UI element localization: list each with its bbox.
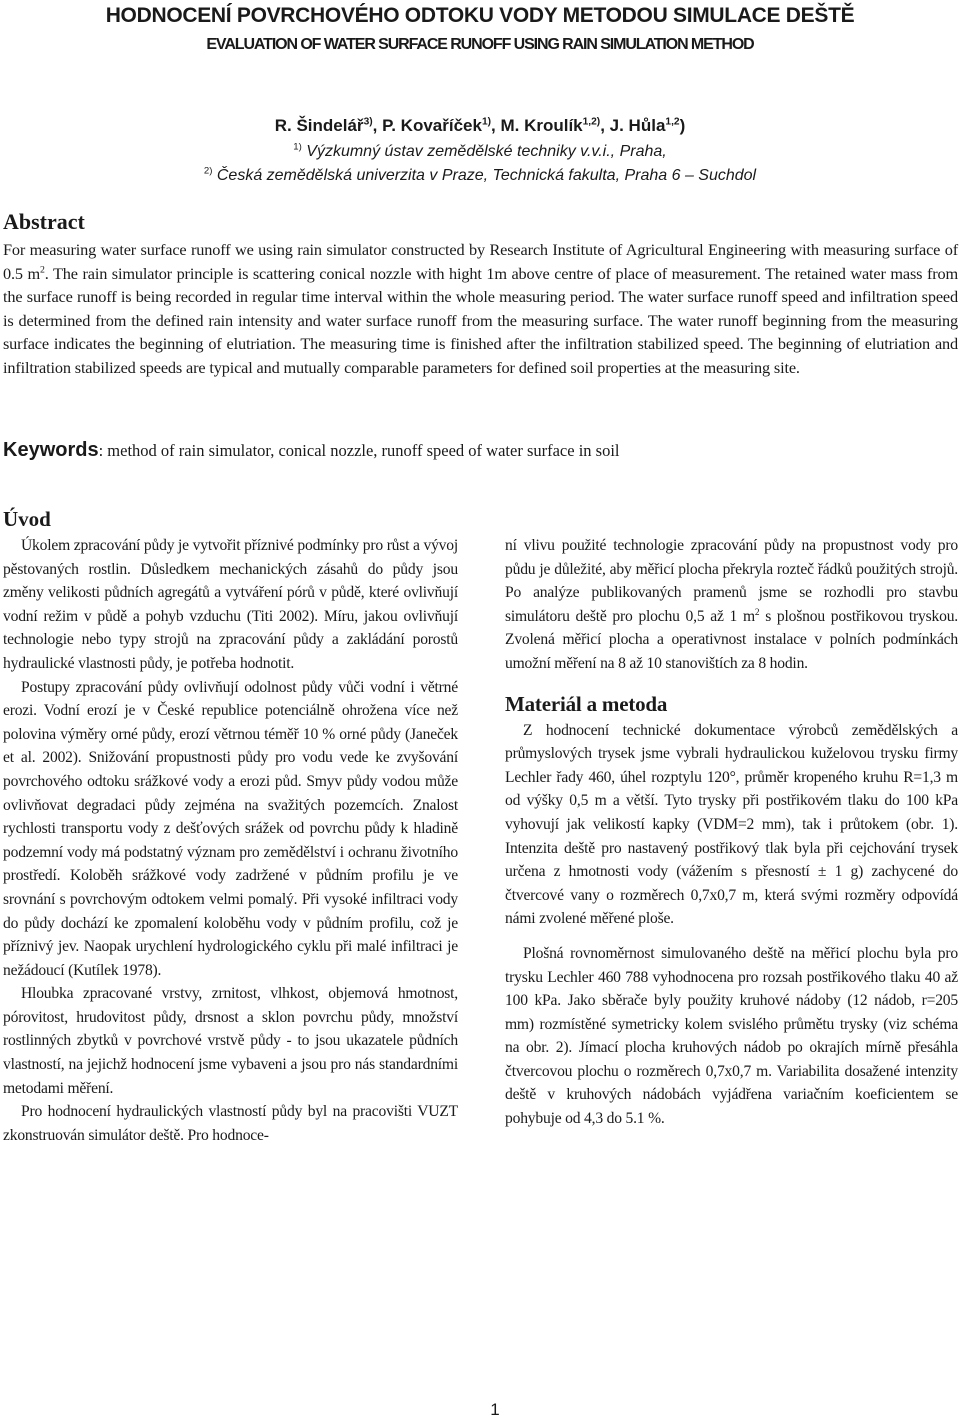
abstract-body xyxy=(3,238,958,379)
paragraph-text: ní vlivu použité technologie zpracování půdy na propustnost vody pro půdu je důležité, aby měřicí plocha překryla rozteč řádků použitých strojů. Po analýze publikovaných pramenů jsme se rozhodli pro stavbu simulátoru deště pro plochu 0,5 až 1 m xyxy=(505,537,958,625)
author-separator: , xyxy=(372,116,383,135)
affiliation-text: Výzkumný ústav zemědělské techniky v.v.i., Praha, xyxy=(306,143,667,160)
affiliation-marker: 2) xyxy=(203,165,213,177)
paragraph-superscript: 2 xyxy=(754,607,760,618)
abstract-text: For measuring water surface runoff we using rain simulator constructed by Research Institute of Agricultural Engineering with measuring surface of 0.5 m xyxy=(3,240,958,283)
abstract-heading: Abstract xyxy=(3,209,85,234)
title-english: EVALUATION OF WATER SURFACE RUNOFF USING RAIN SIMULATION METHOD xyxy=(206,36,754,53)
paragraph: Z hodnocení technické dokumentace výrobců zemědělských a průmyslových trysek jsme vybrali hydraulickou kuželovou trysku firmy Lechler řady 460, úhel rozptylu 120°, průměr kropeného kruhu R=1,3 m od výšky 0,5 m a větší. Tyto trysky při postřikovém tlaku do 100 kPa vyhovují jak velikostí kapky (VDM=2 mm), tak i průtokem (obr. 1). Intenzita deště pro nastavený postřikový tlak byla při cejchování trysek určena z hmotnosti vody (vážením s přesností ± 1 g) zachycené do čtvercové vany o rozměrech 0,7x0,7 m, která svými rozměry odpovídá námi zvolené měřené ploše. xyxy=(505,721,958,928)
author-superscript: 3) xyxy=(363,116,373,128)
affiliation-text: Česká zemědělská univerzita v Praze, Technická fakulta, Praha 6 – Suchdol xyxy=(216,167,757,184)
page-number: 1 xyxy=(490,1400,500,1419)
keywords-line xyxy=(3,439,958,462)
section-heading-uvod: Úvod xyxy=(3,507,51,531)
paragraph-continuation xyxy=(505,534,958,676)
section-heading-material: Materiál a metoda xyxy=(505,691,668,716)
keywords-text: : method of rain simulator, conical nozzle, runoff speed of water surface in soil xyxy=(98,441,620,460)
paragraph: Plošná rovnoměrnost simulovaného deště na měřicí plochu byla pro trysku Lechler 460 788 vyhodnocena pro rozsah postřikového tlaku 40 až 100 kPa. Jako sběrače byly použity kruhové nádoby (12 nádob, r=205 mm) rozmístěné symetricky kolem svislého průmětu trysky (viz schéma na obr. 2). Jímací plocha kruhových nádob po okrajích mírně přesáhla čtvercovou plochu o rozměrech 0,7x0,7 m. Variabilita dosažené intenzity deště v kruhových nádobách vyjádřena variačním koeficientem se pohybuje od 4,3 do 5.1 %. xyxy=(505,944,958,1128)
author-superscript: 1,2 xyxy=(665,116,680,128)
author-separator: , xyxy=(600,116,610,135)
author-name: J. Hůla xyxy=(609,116,666,135)
affiliation-2 xyxy=(0,167,960,185)
abstract-text: . The rain simulator principle is scattering conical nozzle with hight 1m above centre of place of measurement. The retained water mass from the surface runoff is being recorded in regular time interval within the whole measuring period. The water surface runoff speed and infiltration speed is determined from the defined rain intensity and water surface runoff from the measuring surface. The water runoff beginning from the measuring surface indicates the beginning of elutriation. The measuring time is finished after the infiltration stabilized speed. The beginning of elutriation and infiltration stabilized speeds are typical and mutually comparable parameters for defined soil properties at the measuring site. xyxy=(3,263,958,377)
author-name: P. Kovaříček xyxy=(382,116,482,135)
author-name: M. Kroulík xyxy=(500,116,583,135)
abstract-superscript: 2 xyxy=(40,264,45,276)
right-column xyxy=(505,534,958,1131)
affiliation-1 xyxy=(0,143,960,161)
paragraph: Pro hodnocení hydraulických vlastností půdy byl na pracovišti VUZT zkonstruován simulátor deště. Pro hodnoce- xyxy=(3,1103,458,1144)
author-list xyxy=(0,116,960,136)
author-separator: , xyxy=(491,116,501,135)
keywords-label: Keywords xyxy=(3,439,99,461)
left-column xyxy=(3,534,458,1147)
affiliation-marker: 1) xyxy=(293,141,302,153)
author-superscript: 1) xyxy=(481,116,492,128)
paragraph: Hloubka zpracované vrstvy, zrnitost, vlhkost, objemová hmotnost, pórovitost, hrudovitost půdy, drsnost a sklon povrchu půdy, množství rostlinných zbytků v povrchové vrstvě půdy - to jsou ukazatele půdních vlastností, na jejichž hodnocení jsme vybaveni a jsou pro nás standardními metodami měření. xyxy=(3,985,458,1097)
paragraph: Úkolem zpracování půdy je vytvořit příznivé podmínky pro růst a vývoj pěstovaných rostlin. Důsledkem mechanických zásahů do půdy jsou změny velikosti půdních agregátů a vytváření pórů v půdě, které ovlivňují vodní režim v půdě a pohyb vzduchu (Titi 2002). Míru, jakou ovlivňují technologie nebo typy strojů na zpracování půdy a zakládání porostů hydraulické vlastnosti půdy, je potřeba hodnotit. xyxy=(3,537,458,672)
author-separator: ) xyxy=(679,116,686,135)
author-superscript: 1,2) xyxy=(582,116,601,128)
paragraph: Postupy zpracování půdy ovlivňují odolnost půdy vůči vodní i větrné erozi. Vodní erozí je v České republice potenciálně ohrožena více než polovina výměry orné půdy, erozí větrnou téměř 10 % orné půdy (Janeček et al. 2002). Snižování propustnosti půdy pro vodu vede ke zvyšování povrchového odtoku srážkové vody a erozi půd. Smyv půdy vodou může ovlivňovat degradaci půdy zejména na svažitých pozemcích. Znalost rychlosti transportu vody z dešťových srážek od povrchu půdy k hladině podzemní vody má podstatný význam pro zemědělství i ochranu životního prostředí. Koloběh srážkové vody zadržené v půdním profilu je ve srovnání s povrchovým odtokem velmi pomalý. Při vysoké infiltraci vody do půdy dochází ke zpomalení koloběhu vody v půdním profilu, což je příznivý jev. Naopak urychlení hydrologického cyklu při malé infiltraci je nežádoucí (Kutílek 1978). xyxy=(3,678,458,979)
paragraph-text: s plošnou postřikovou tryskou. Zvolená měřicí plocha a operativnost instalace v polních podmínkách umožní měření na 8 až 10 stanovištích za 8 hodin. xyxy=(505,607,958,672)
title-czech: HODNOCENÍ POVRCHOVÉHO ODTOKU VODY METODOU SIMULACE DEŠTĚ xyxy=(105,4,855,27)
author-name: R. Šindelář xyxy=(274,116,364,135)
